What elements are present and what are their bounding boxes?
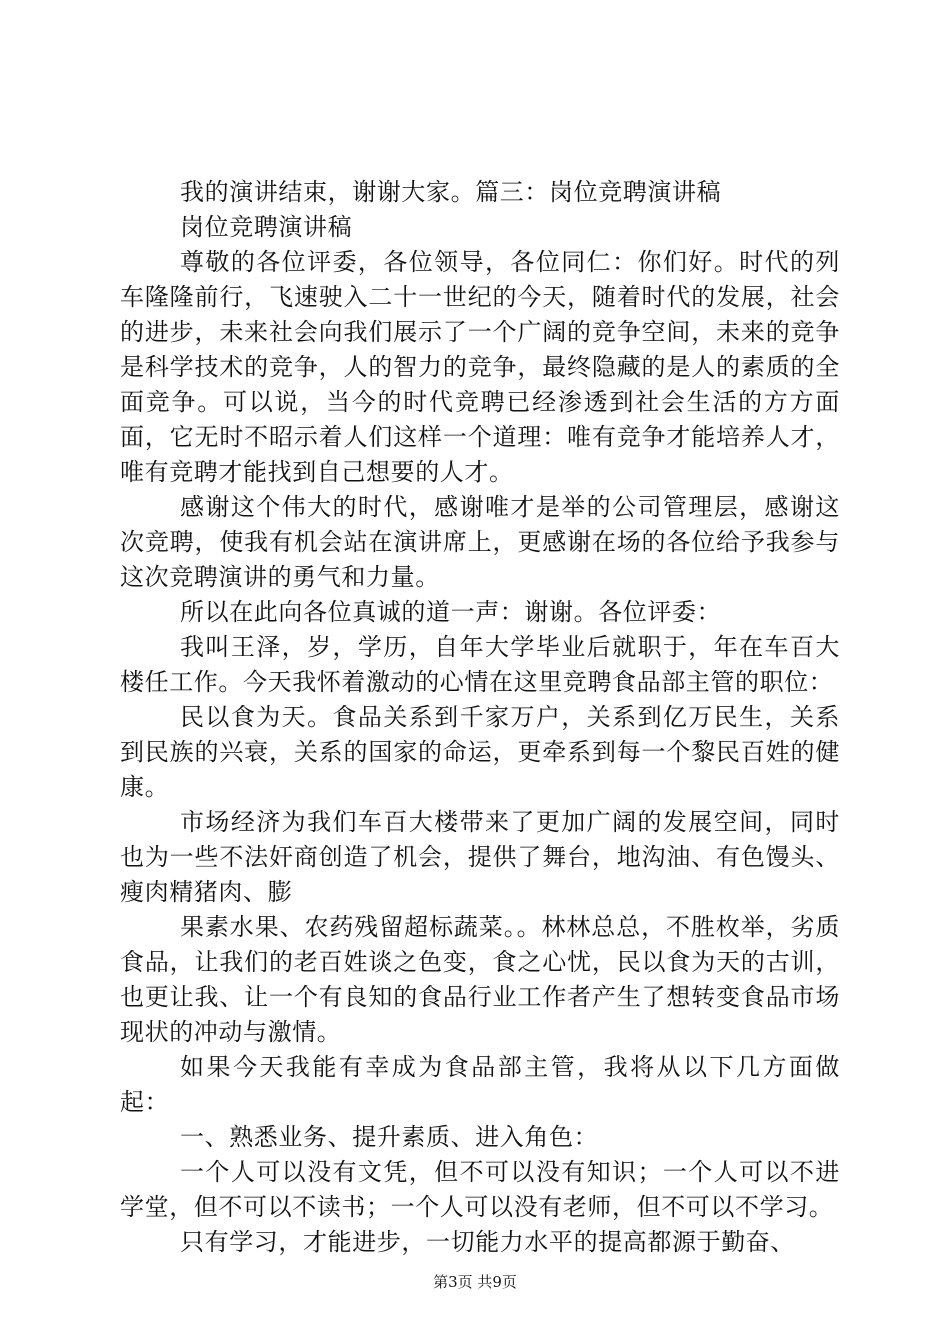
paragraph: 如果今天我能有幸成为食品部主管，我将从以下几方面做起： — [120, 1053, 840, 1116]
page-number-footer: 第3页 共9页 — [433, 1273, 517, 1291]
document-body — [120, 175, 840, 1260]
paragraph: 我的演讲结束，谢谢大家。篇三：岗位竞聘演讲稿 — [180, 178, 722, 206]
paragraph: 果素水果、农药残留超标蔬菜。。林林总总，不胜枚举，劣质食品，让我们的老百姓谈之色变，食之心忧，民以食为天的古训，也更让我、让一个有良知的食品行业工作者产生了想转变食品市场现状的冲动与激情。 — [120, 913, 840, 1046]
paragraph: 感谢这个伟大的时代，感谢唯才是举的公司管理层，感谢这次竞聘，使我有机会站在演讲席上，更感谢在场的各位给予我参与这次竞聘演讲的勇气和力量。 — [120, 493, 840, 591]
paragraph: 一、熟悉业务、提升素质、进入角色： — [180, 1123, 599, 1151]
paragraph: 尊敬的各位评委，各位领导，各位同仁：你们好。时代的列车隆隆前行，飞速驶入二十一世纪的今天，随着时代的发展，社会的进步，未来社会向我们展示了一个广阔的竞争空间，未来的竞争是科学技术的竞争，人的智力的竞争，最终隐藏的是人的素质的全面竞争。可以说，当今的时代竞聘已经渗透到社会生活的方方面面，它无时不昭示着人们这样一个道理：唯有竞争才能培养人才，唯有竞聘才能找到自己想要的人才。 — [120, 248, 840, 486]
paragraph: 一个人可以没有文凭，但不可以没有知识；一个人可以不进学堂，但不可以不读书；一个人可以没有老师，但不可以不学习。 — [120, 1158, 840, 1221]
paragraph: 所以在此向各位真诚的道一声：谢谢。各位评委： — [180, 598, 722, 626]
paragraph: 民以食为天。食品关系到千家万户，关系到亿万民生，关系到民族的兴衰，关系的国家的命运，更牵系到每一个黎民百姓的健康。 — [120, 703, 840, 801]
paragraph: 我叫王泽，岁，学历，自年大学毕业后就职于，年在车百大楼任工作。今天我怀着激动的心情在这里竞聘食品部主管的职位： — [120, 633, 840, 696]
paragraph: 市场经济为我们车百大楼带来了更加广阔的发展空间，同时也为一些不法奸商创造了机会，提供了舞台，地沟油、有色馒头、瘦肉精猪肉、膨 — [120, 808, 840, 906]
paragraph: 只有学习，才能进步，一切能力水平的提高都源于勤奋、 — [180, 1228, 795, 1256]
paragraph: 岗位竞聘演讲稿 — [180, 213, 353, 241]
